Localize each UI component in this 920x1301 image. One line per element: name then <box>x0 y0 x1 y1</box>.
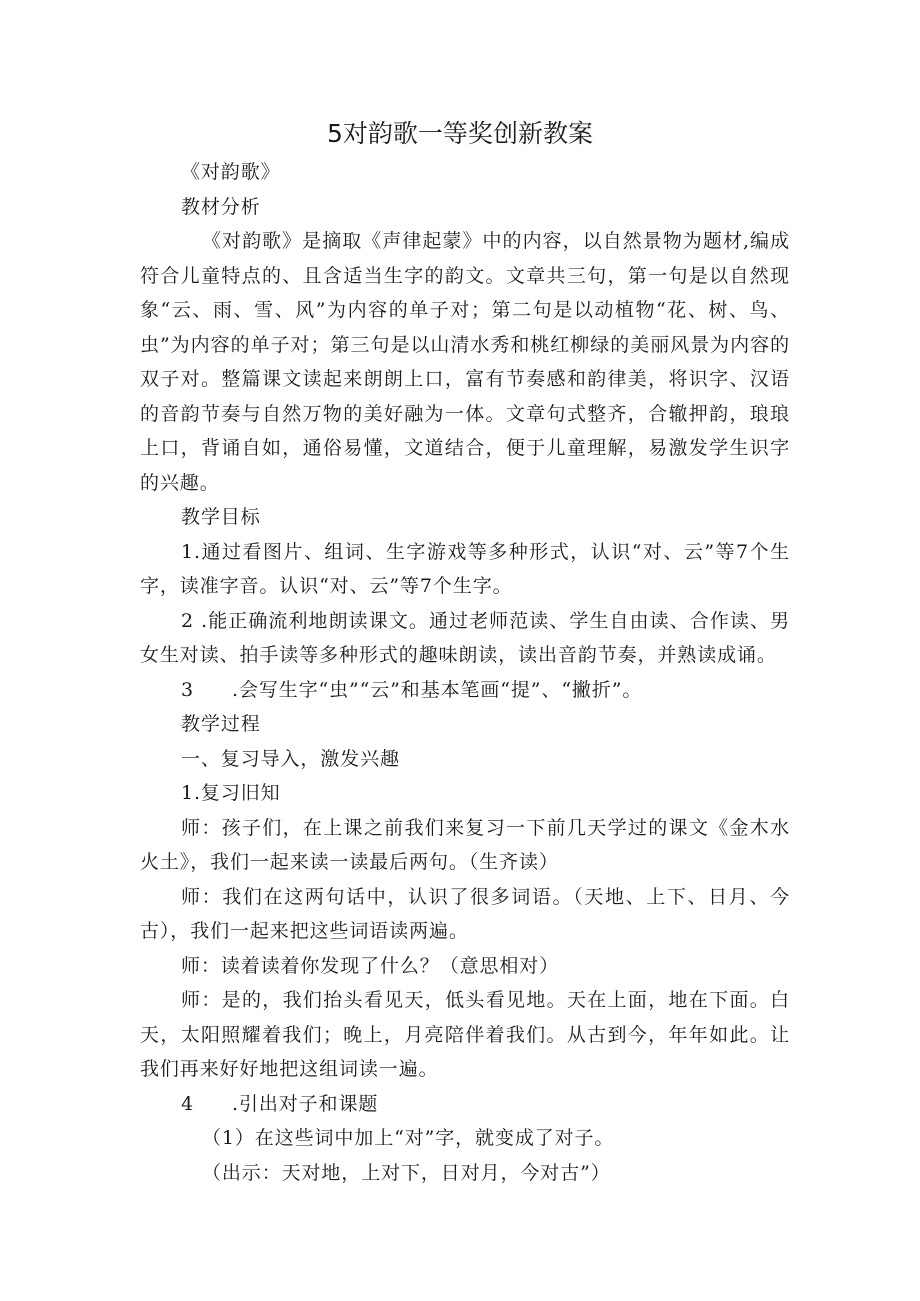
goal-item-1: 1.通过看图片、组词、生字游戏等多种形式，认识“对、云”等7个生字，读准字音。认识“对、云”等7个生字。 <box>140 540 790 597</box>
dialogue-line-3: 师：读着读着你发现了什么？（意思相对） <box>181 954 560 977</box>
substep-4-text: .引出对子和课题 <box>232 1092 379 1115</box>
goal-item-3-number: 3 <box>181 678 194 701</box>
section-heading-goals: 教学目标 <box>181 506 261 528</box>
substep-4-number: 4 <box>181 1092 194 1115</box>
paragraph-analysis: 《对韵歌》是摘取《声律起蒙》中的内容，以自然景物为题材,编成符合儿童特点的、且含适当生字的韵文。文章共三句，第一句是以自然现象“云、雨、雪、风”为内容的单子对；第二句是以动植物“花、树、鸟、虫”为内容的单子对；第三句是以山清水秀和桃红柳绿的美丽风景为内容的双子对。整篇课文读起来朗朗上口，富有节奏感和韵律美，将识字、汉语的音韵节奏与自然万物的美好融为一体。文章句式整齐，合辙押韵，琅琅上口，背诵自如，通俗易懂，文道结合，便于儿童理解，易激发学生识字的兴趣。 <box>140 230 790 494</box>
dialogue-line-2: 师：我们在这两句话中，认识了很多词语。（天地、上下、日月、今古），我们一起来把这些词语读两遍。 <box>140 885 790 942</box>
substep-introduce <box>140 1087 790 1122</box>
goal-item-2: 2 .能正确流利地朗读课文。通过老师范读、学生自由读、合作读、男女生对读、拍手读等多种形式的趣味朗读，读出音韵节奏，并熟读成诵。 <box>140 609 790 666</box>
step-heading-review: 一、复习导入，激发兴趣 <box>181 747 400 770</box>
goal-item-3-text: .会写生字“虫”“云”和基本笔画“提”、“撇折”。 <box>232 678 643 701</box>
dialogue-line-4: 师：是的，我们抬头看见天，低头看见地。天在上面，地在下面。白天，太阳照耀着我们；晚上，月亮陪伴着我们。从古到今，年年如此。让我们再来好好地把这组词读一遍。 <box>140 989 790 1080</box>
document-body <box>140 155 790 1190</box>
text-title-ref: 《对韵歌》 <box>181 161 281 183</box>
substep-review-old: 1.复习旧知 <box>181 782 281 804</box>
goal-item-3 <box>140 673 790 708</box>
dialogue-line-1: 师：孩子们，在上课之前我们来复习一下前几天学过的课文《金木水火土》，我们一起来读一读最后两句。（生齐读） <box>140 816 790 873</box>
section-heading-process: 教学过程 <box>181 713 261 735</box>
sub-item-1: （1）在这些词中加上“对”字，就变成了对子。 <box>202 1127 615 1149</box>
display-line: （出示：天对地，上对下，日对月，今对古”） <box>202 1161 611 1184</box>
document-title: 5对韵歌一等奖创新教案 <box>327 119 593 148</box>
section-heading-analysis: 教材分析 <box>181 195 261 218</box>
